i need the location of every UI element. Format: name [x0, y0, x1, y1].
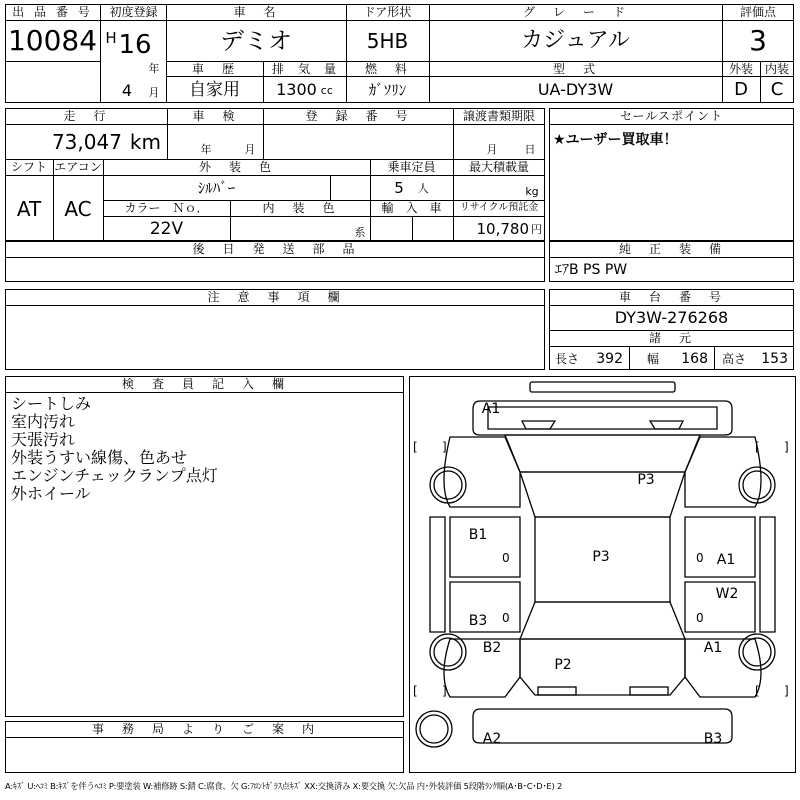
svg-text:0: 0	[696, 551, 704, 565]
length-label: 長さ	[555, 351, 580, 366]
shift-header: シフト	[10, 160, 47, 174]
mark-a1-right-rear-fender: A1	[703, 640, 723, 656]
door-header: ドア形状	[363, 5, 412, 19]
displacement-value	[263, 77, 346, 103]
inspector-note: 天張汚れ	[11, 430, 76, 449]
chassis-value: DY3W-276268	[614, 308, 729, 327]
score-header: 評価点	[739, 5, 776, 19]
height-value: 153	[761, 350, 788, 367]
era-value: H	[105, 28, 117, 47]
car-outline-diagram	[410, 377, 795, 772]
mark-a1-right-front-door: A1	[716, 552, 736, 568]
model-value: UA-DY3W	[537, 80, 614, 99]
inspector-header: 検 査 員 記 入 欄	[121, 377, 287, 391]
inspection-header: 車 検	[192, 109, 238, 123]
inspector-note: シートしみ	[11, 394, 92, 413]
mark-b3-left-rear-door: B3	[468, 613, 488, 629]
bracket-right-rear: [	[755, 684, 760, 698]
sales-point-header: セールスポイント	[620, 109, 723, 123]
mark-p3-hood: P3	[637, 472, 655, 488]
interior-header: 内装	[764, 61, 789, 76]
exterior-header: 外装	[728, 61, 753, 76]
spec-height	[714, 347, 794, 370]
displacement-header: 排 気 量	[271, 61, 337, 76]
yen-unit: 円	[531, 222, 542, 236]
width-value: 168	[681, 350, 708, 367]
recycle-header: リサイクル預託金	[459, 202, 539, 213]
bracket-right-front: [	[755, 440, 760, 454]
cc-unit: cc	[320, 83, 333, 97]
mark-a1-front-bumper: A1	[481, 401, 501, 417]
damage-diagram	[409, 376, 796, 773]
max-load-unit: kg	[525, 184, 539, 198]
doc-month-unit: 月	[486, 142, 498, 156]
spec-length	[549, 347, 629, 370]
bracket-left-rear: [	[413, 684, 418, 698]
fuel-value: ｶﾞｿﾘﾝ	[368, 80, 407, 99]
month-value: 4	[121, 81, 133, 100]
first-reg-header: 初度登録	[109, 5, 158, 19]
exterior-value: D	[734, 79, 748, 100]
width-label: 幅	[647, 351, 660, 366]
history-header: 車 歴	[191, 61, 237, 76]
aircon-header: エアコン	[54, 160, 102, 174]
capacity-unit: 人	[417, 181, 429, 195]
grade-value: カジュアル	[521, 28, 630, 53]
inspection-month-unit: 月	[244, 142, 256, 156]
aircon-value: AC	[64, 196, 92, 221]
mark-p2-trunk: P2	[554, 657, 572, 673]
color-no-value: 22V	[149, 218, 184, 239]
km-unit: km	[129, 130, 161, 154]
inspector-note: 外装うすい線傷、色あせ	[11, 448, 188, 467]
month-unit: 月	[148, 85, 160, 99]
chassis-header: 車 台 番 号	[618, 290, 724, 304]
office-header: 事 務 局 よ り ご 案 内	[91, 722, 317, 736]
svg-text:0: 0	[696, 611, 704, 625]
inspector-notes-list	[11, 395, 391, 503]
transfer-doc-header: 譲渡書類期限	[462, 109, 535, 123]
svg-text:0: 0	[502, 611, 510, 625]
car-name-header: 車 名	[233, 5, 279, 19]
svg-text:0: 0	[502, 551, 510, 565]
mileage-header: 走 行	[63, 109, 109, 123]
int-color-unit: 系	[354, 225, 366, 239]
displacement-number: 1300	[276, 80, 317, 99]
grade-header: グ レ ー ド	[522, 5, 628, 19]
capacity-number: 5	[394, 178, 404, 197]
lot-no-header: 出 品 番 号	[12, 5, 93, 19]
length-value: 392	[596, 350, 623, 367]
svg-text:]: ]	[784, 684, 789, 698]
svg-text:]: ]	[442, 684, 447, 698]
inspector-note: 外ホイール	[11, 484, 91, 503]
model-header: 型 式	[552, 61, 598, 76]
sales-point-value: ★ユーザー買取車！	[553, 132, 678, 148]
specs-header: 諸 元	[648, 331, 694, 345]
door-value: 5HB	[366, 29, 409, 53]
mark-a2-rear-bumper: A2	[482, 731, 502, 747]
legend-text: A:ｷｽﾞ U:ﾍｺﾐ B:ｷｽﾞを伴うﾍｺﾐ P:要塗装 W:補修跡 S:錆 C:腐食、欠 G:ﾌﾛﾝﾄｶﾞﾗｽ点ｷｽﾞ XX:交換済み X:要交換 欠:欠品 内･外装評価 5段階ﾗﾝｸ順(A･B･C･D･E) 2	[5, 780, 563, 791]
ext-color-header: 外 装 色	[198, 160, 274, 174]
capacity-value	[370, 176, 453, 200]
color-no-header: カラー Ｎｏ．	[124, 201, 209, 215]
svg-text:]: ]	[784, 440, 789, 454]
ext-color-value: ｼﾙﾊﾞｰ	[197, 178, 236, 197]
notes-header: 注 意 事 項 欄	[207, 290, 343, 304]
fuel-header: 燃 料	[364, 61, 410, 76]
int-color-header: 内 装 色	[262, 201, 338, 215]
recycle-value	[453, 217, 545, 241]
doc-day-unit: 日	[524, 142, 536, 156]
max-load-header: 最大積載量	[468, 160, 529, 174]
mark-b1-left-front-door: B1	[468, 527, 488, 543]
reg-no-header: 登 録 番 号	[305, 109, 411, 123]
inspection-year-unit: 年	[200, 142, 212, 156]
car-name-value: デミオ	[220, 27, 292, 55]
year-value: 16	[118, 30, 152, 60]
height-label: 高さ	[722, 351, 747, 366]
inspector-note: 室内汚れ	[11, 412, 76, 431]
interior-value: C	[770, 79, 784, 100]
mileage-value	[5, 125, 167, 159]
score-value: 3	[749, 24, 767, 57]
mark-w2-right-rear-door: W2	[715, 586, 739, 602]
spec-width	[629, 347, 714, 370]
inspector-note: エンジンチェックランプ点灯	[11, 466, 218, 485]
sales-point-box	[549, 108, 794, 241]
bracket-left-front: [	[413, 440, 418, 454]
capacity-header: 乗車定員	[387, 160, 436, 174]
genuine-value: ｴｱB PS PW	[555, 262, 628, 278]
genuine-header: 純 正 装 備	[618, 242, 724, 256]
mileage-number: 73,047	[51, 130, 122, 154]
year-unit: 年	[148, 61, 160, 75]
history-value: 自家用	[189, 79, 240, 100]
recycle-number: 10,780	[476, 219, 529, 238]
mark-b2-left-rear-fender: B2	[482, 640, 502, 656]
lot-no-value: 10084	[7, 24, 98, 57]
mark-p3-roof: P3	[592, 549, 610, 565]
later-parts-header: 後 日 発 送 部 品	[192, 242, 358, 256]
shift-value: AT	[16, 196, 42, 221]
import-header: 輸 入 車	[381, 201, 442, 215]
mark-b3-rear-bumper: B3	[703, 731, 723, 747]
svg-text:]: ]	[442, 440, 447, 454]
